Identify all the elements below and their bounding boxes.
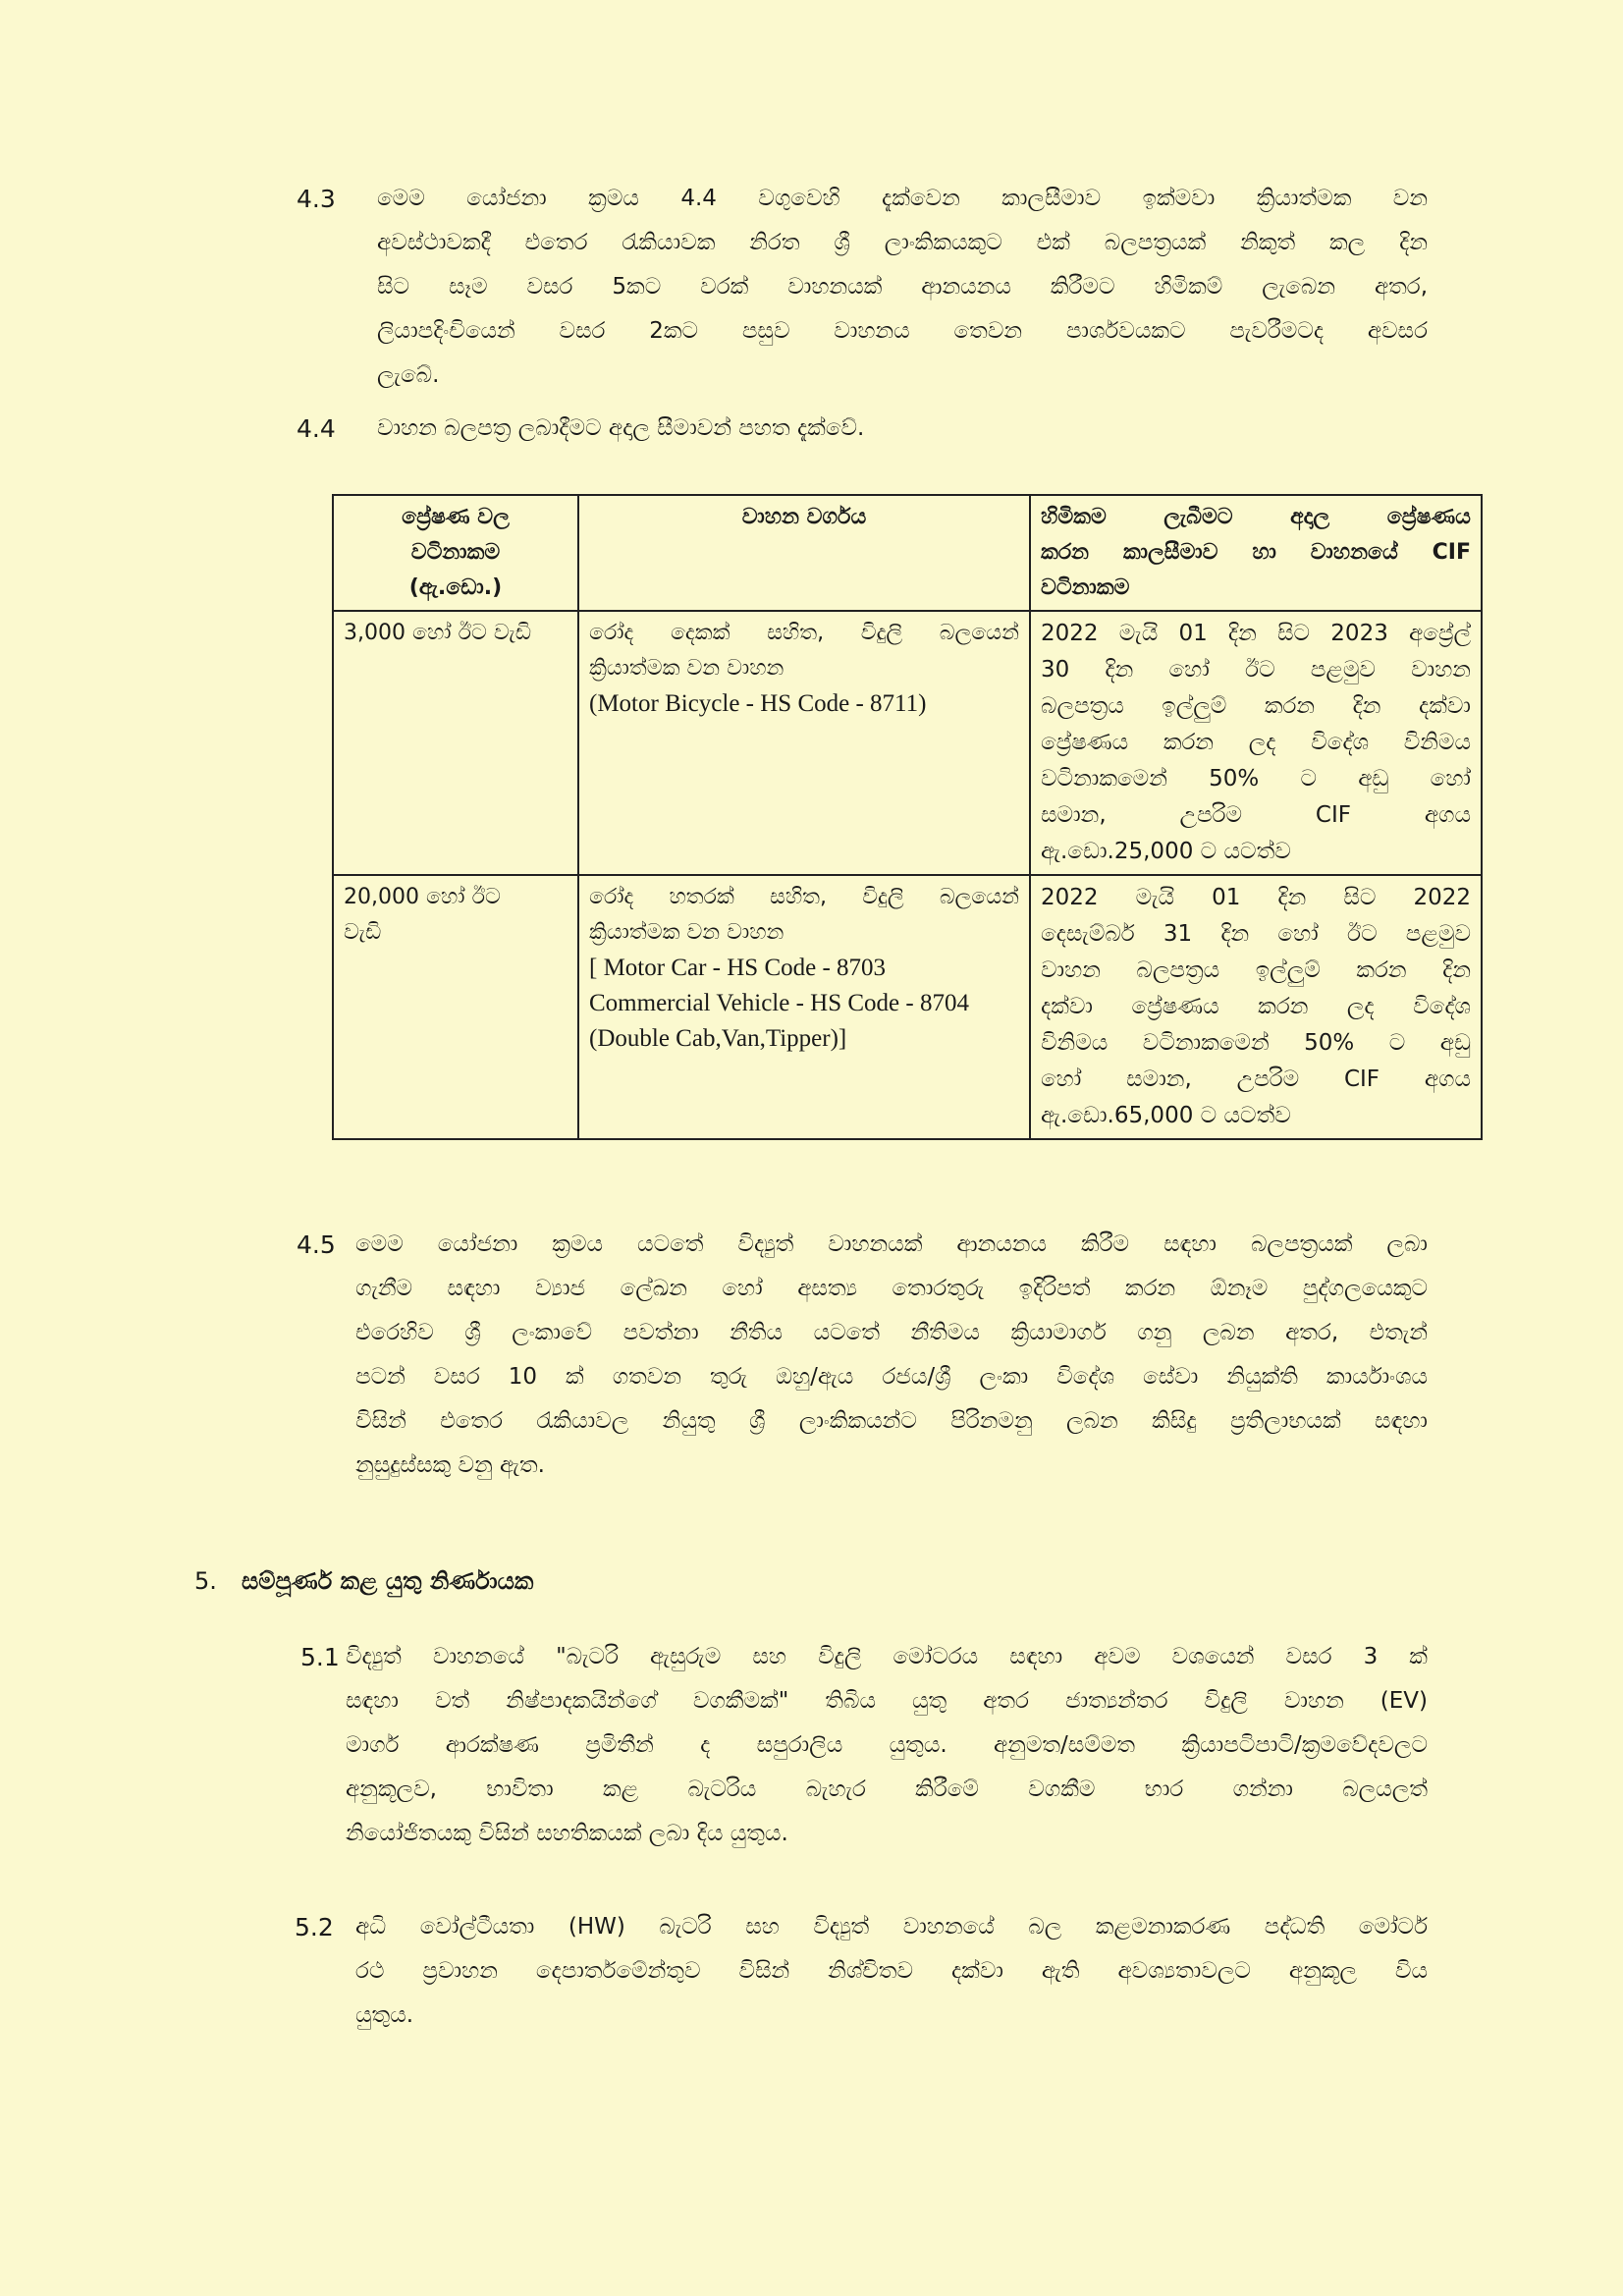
vehicle-permit-limits-table bbox=[332, 494, 1483, 1140]
paragraph-line: අධි වෝල්ටීයතා (HW) බැටරි සහ විද්‍යුත් වාහනයේ බල කළමනාකරණ පද්ධති මෝටර් bbox=[355, 1914, 1428, 1940]
cell-remittance-value: 3,000 හෝ ඊට වැඩි bbox=[333, 611, 578, 875]
paragraph-line: රථ ප්‍රවාහන දෙපාර්තමේන්තුව විසින් නිශ්චිතව දක්වා ඇති අවශ්‍යතාවලට අනුකූල විය bbox=[355, 1958, 1428, 1984]
cell-vehicle-type: රෝද හතරක් සහිත, විදුලි බලයෙන් ක්‍රියාත්මක වන වාහන [ Motor Car - HS Code - 8703 Commercial Vehicle - HS Code - 8704 (Double Cab,Van,Tipper)] bbox=[578, 875, 1030, 1139]
cell-vehicle-type: රෝද දෙකක් සහිත, විදුලි බලයෙන් ක්‍රියාත්මක වන වාහන (Motor Bicycle - HS Code - 8711) bbox=[578, 611, 1030, 875]
paragraph-line: මෙම යෝජනා ක්‍රමය යටතේ විද්‍යුත් වාහනයක් ආනයනය කිරීම සඳහා බලපත්‍රයක් ලබා bbox=[355, 1231, 1428, 1257]
cell-eligibility-period: 2022 මැයි 01 දින සිට 2023 අප්‍රේල් 30 දින හෝ ඊට පළමුව වාහන බලපත්‍රය ඉල්ලුම් කරන දින දක්වා ප්‍රේෂණය කරන ලද විදේශ විනිමය වටිනාකමෙන් 50% ට අඩු හෝ සමාන, උපරිම CIF අගය ඇ.ඩො.25,000 ට යටත්ව bbox=[1030, 611, 1482, 875]
section-5-heading bbox=[194, 1559, 533, 1604]
cell-eligibility-period: 2022 මැයි 01 දින සිට 2022 දෙසැම්බර් 31 දින හෝ ඊට පළමුව වාහන බලපත්‍රය ඉල්ලුම් කරන දින දක්වා ප්‍රේෂණය කරන ලද විදේශ විනිමය වටිනාකමෙන් 50% ට අඩු හෝ සමාන, උපරිම CIF අගය ඇ.ඩො.65,000 ට යටත්ව bbox=[1030, 875, 1482, 1139]
table-header-row bbox=[333, 495, 1482, 611]
table-row bbox=[333, 875, 1482, 1139]
section-4-3-text bbox=[377, 177, 1428, 398]
section-5-number: 5. bbox=[194, 1567, 217, 1595]
header-vehicle-type: වාහන වර්ගය bbox=[578, 495, 1030, 611]
header-eligibility-period: හිමිකම ලැබීමට අදාල ප්‍රේෂණය කරන කාලසීමාව හා වාහනයේ CIF වටිනාකම bbox=[1030, 495, 1482, 611]
paragraph-line: පටන් වසර 10 ක් ගතවන තුරු ඔහු/ඇය රජය/ශ්‍රී ලංකා විදේශ සේවා නියුක්ති කාර්යාංශය bbox=[355, 1364, 1428, 1390]
section-5-1-text bbox=[346, 1635, 1428, 1856]
paragraph-line: වාහන බලපත්‍ර ලබාදීමට අදාල සීමාවන් පහත දැක්වේ. bbox=[377, 415, 865, 441]
cell-remittance-value: 20,000 හෝ ඊට වැඩි bbox=[333, 875, 578, 1139]
section-4-3-number: 4.3 bbox=[297, 185, 336, 213]
paragraph-line: මාර්ග ආරක්ෂණ ප්‍රමිතීන් ද සපුරාලිය යුතුය. අනුමත/සම්මත ක්‍රියාපටිපාටි/ක්‍රමවේදවලට bbox=[346, 1732, 1428, 1758]
section-4-5-number: 4.5 bbox=[297, 1230, 336, 1259]
paragraph-line: එරෙහිව ශ්‍රී ලංකාවේ පවත්නා නීතිය යටතේ නීතිමය ක්‍රියාමාර්ග ගනු ලබන අතර, එතැන් bbox=[355, 1320, 1428, 1345]
section-5-title: සම්පූර්ණ කළ යුතු නිර්ණායක bbox=[242, 1567, 534, 1595]
table-row bbox=[333, 611, 1482, 875]
section-4-4-text bbox=[377, 407, 1428, 451]
paragraph-line: සඳහා වත් නිෂ්පාදකයින්ගේ වගකීමක්" තිබිය යුතු අතර ජාත්‍යන්තර විදුලි වාහන (EV) bbox=[346, 1688, 1428, 1714]
section-4-4-number: 4.4 bbox=[297, 414, 336, 443]
paragraph-line: සිට සෑම වසර 5කට වරක් වාහනයක් ආනයනය කිරීමට හිමිකම් ලැබෙන අතර, bbox=[377, 274, 1428, 300]
paragraph-line: අවස්ථාවකදී එතෙර රැකියාවක නිරත ශ්‍රී ලාංකිකයකුට එක් බලපත්‍රයක් නිකුත් කල දින bbox=[377, 230, 1428, 255]
paragraph-line: ගැනීම සඳහා ව්‍යාජ ලේඛන හෝ අසත්‍ය තොරතුරු ඉදිරිපත් කරන ඕනෑම පුද්ගලයෙකුට bbox=[355, 1276, 1428, 1301]
section-5-2-text bbox=[355, 1905, 1428, 2038]
paragraph-line: නියෝජිතයකු විසින් සහතිකයක් ලබා දිය යුතුය. bbox=[346, 1821, 788, 1846]
section-5-2-number: 5.2 bbox=[295, 1913, 334, 1941]
section-5-1-number: 5.1 bbox=[300, 1643, 340, 1671]
paragraph-line: මෙම යෝජනා ක්‍රමය 4.4 වගුවෙහි දැක්වෙන කාලසීමාව ඉක්මවා ක්‍රියාත්මක වන bbox=[377, 186, 1428, 211]
header-remittance-value: ප්‍රේෂණ වල වටිනාකම (ඇ.ඩො.) bbox=[333, 495, 578, 611]
paragraph-line: අනුකූලව, භාවිතා කළ බැටරිය බැහැර කිරීමේ වගකීම භාර ගන්නා බලයලත් bbox=[346, 1777, 1428, 1802]
paragraph-line: යුතුය. bbox=[355, 2002, 414, 2028]
section-4-5-text bbox=[355, 1223, 1428, 1488]
paragraph-line: ලැබේ. bbox=[377, 362, 440, 388]
paragraph-line: නුසුදුස්සකු වනු ඇත. bbox=[355, 1452, 545, 1478]
paragraph-line: විද්‍යුත් වාහනයේ "බැටරි ඇසුරුම සහ විදුලි මෝටරය සඳහා අවම වශයෙන් වසර 3 ක් bbox=[346, 1644, 1428, 1669]
paragraph-line: ලියාපදිංචියෙන් වසර 2කට පසුව වාහනය තෙවන පාර්ශවයකට පැවරීමටද අවසර bbox=[377, 318, 1428, 344]
paragraph-line: විසින් එතෙර රැකියාවල නියුතු ශ්‍රී ලාංකිකයන්ට පිරිනමනු ලබන කිසිදු ප්‍රතිලාභයක් සඳහා bbox=[355, 1408, 1428, 1434]
